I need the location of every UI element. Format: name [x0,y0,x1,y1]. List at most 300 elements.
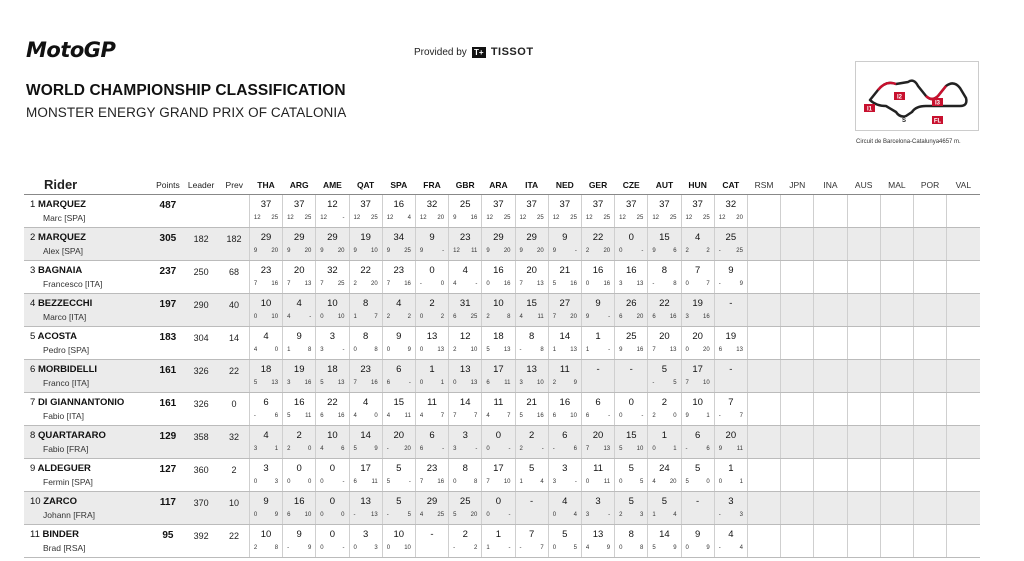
race-breakdown [715,545,747,551]
sprint-points: 6 [486,379,490,386]
rider-lastname: ACOSTA [37,330,77,342]
race-breakdown [549,347,581,353]
race-result-cell [714,425,747,458]
race-breakdown [549,215,581,221]
race-points: 20 [570,313,577,320]
race-total-points: 7 [528,528,535,540]
rider-position: 1 [30,198,36,210]
rider-nationality: Fabio [FRA] [43,443,89,454]
race-points: 1 [274,445,279,452]
race-points: - [608,511,611,518]
future-race-cell [747,227,780,260]
rider-nationality: Johann [FRA] [43,509,95,520]
rider-name [30,298,153,309]
race-breakdown [715,248,747,254]
race-total-points: 17 [692,363,703,375]
race-breakdown [516,545,548,551]
classification-table [24,176,980,558]
rider-cell [24,524,153,557]
race-result-cell [482,326,515,359]
race-total-points: 16 [293,495,305,507]
sprint-points: 9 [718,445,723,452]
race-total-points: 8 [628,528,634,540]
race-points: 20 [404,445,411,452]
race-result-cell [681,260,714,293]
race-result-cell [714,326,747,359]
race-result-cell [415,524,448,557]
sprint-points: 7 [287,280,291,287]
rider-leader: 358 [183,425,219,458]
rider-prev: 40 [219,293,249,326]
race-points: 5 [673,379,677,386]
race-total-points: 37 [493,198,504,210]
race-breakdown [449,380,481,386]
sprint-points: - [253,412,256,419]
future-race-cell [913,359,946,392]
future-race-cell [847,194,880,227]
sprint-points: 0 [486,280,490,287]
table-row [24,392,980,425]
rider-lastname: ZARCO [43,495,77,507]
race-result-cell [714,359,747,392]
race-points: 10 [404,544,411,551]
future-race-cell [847,359,880,392]
sprint-points: 3 [253,445,258,452]
sprint-points: 0 [253,478,258,485]
rider-cell [24,359,153,392]
race-total-points: 5 [661,363,668,375]
race-total-points: 27 [559,297,571,309]
race-total-points: 6 [429,429,435,441]
race-breakdown [615,281,647,287]
race-breakdown [316,512,348,518]
table-row [24,458,980,491]
race-points: 16 [603,280,611,287]
race-total-points: 16 [592,264,604,276]
race-result-cell [415,458,448,491]
race-points: 25 [404,247,411,254]
race-breakdown [316,413,348,419]
race-total-points: 2 [296,429,302,441]
sprint-points: 0 [353,346,357,353]
race-breakdown [582,347,614,353]
race-total-points: 2 [462,528,468,540]
rider-nationality: Fabio [ITA] [43,410,84,421]
race-result-cell [415,425,448,458]
col-race-aut: AUT [655,179,674,190]
race-breakdown [682,545,714,551]
race-total-points: 9 [263,495,269,507]
race-result-cell [249,227,282,260]
race-total-points: 16 [293,396,305,408]
sprint-points: 9 [519,247,523,254]
sprint-points: 0 [552,511,557,518]
race-total-points: 3 [562,462,568,474]
race-result-cell [415,260,448,293]
race-points: 25 [304,214,312,221]
race-result-cell [249,359,282,392]
race-breakdown [350,413,382,419]
race-result-cell [615,260,648,293]
sprint-points: - [419,280,422,287]
col-race-cze: CZE [622,179,640,190]
race-points: 25 [271,214,279,221]
future-race-cell [747,260,780,293]
sprint-points: 12 [287,214,294,221]
race-result-cell [482,293,515,326]
race-breakdown [350,347,382,353]
future-race-cell [847,260,880,293]
future-race-cell [747,293,780,326]
sprint-points: - [519,346,522,353]
race-breakdown [449,248,481,254]
future-race-cell [814,524,847,557]
future-race-cell [747,392,780,425]
race-total-points: 5 [628,495,634,507]
race-result-cell [581,524,614,557]
race-total-points: 1 [495,528,502,540]
col-points: Points [156,179,180,190]
future-race-cell [847,491,880,524]
race-result-cell [482,359,515,392]
rider-leader: 326 [183,392,219,425]
rider-lastname: DI GIANNANTONIO [37,396,125,408]
race-breakdown [482,446,514,452]
race-total-points: 23 [360,363,371,375]
future-race-cell [880,227,913,260]
race-result-cell [681,425,714,458]
race-result-cell [515,293,548,326]
race-result-cell [249,293,282,326]
race-result-cell [283,227,316,260]
race-total-points: 8 [362,297,369,309]
sprint-points: 0 [619,544,623,551]
rider-position: 2 [30,231,36,243]
race-breakdown [682,380,714,386]
race-result-cell [449,293,482,326]
race-breakdown [283,248,315,254]
rider-cell [24,392,153,425]
race-result-cell [515,326,548,359]
race-breakdown [383,215,415,221]
race-total-points: - [729,363,733,375]
race-breakdown [516,248,548,254]
race-total-points: 37 [592,198,604,210]
race-points: 16 [470,214,478,221]
race-total-points: 0 [628,396,634,408]
race-total-points: 20 [293,264,305,276]
race-total-points: 29 [260,231,272,243]
race-total-points: 13 [526,363,537,375]
race-total-points: 5 [628,462,634,474]
future-race-cell [781,293,814,326]
race-result-cell [449,194,482,227]
race-breakdown [350,479,382,485]
race-points: 2 [473,544,478,551]
race-breakdown [416,512,448,518]
race-total-points: 3 [362,528,369,540]
race-points: 10 [470,346,478,353]
race-points: 11 [471,247,478,254]
race-total-points: 4 [362,396,369,408]
table-row [24,260,980,293]
race-points: 20 [669,478,677,485]
race-total-points: 9 [562,231,568,243]
sprint-points: 12 [652,214,660,221]
sprint-points: 4 [652,478,656,485]
race-total-points: 11 [593,462,603,474]
sprint-points: 4 [519,313,523,320]
race-total-points: 13 [360,495,371,507]
race-total-points: 17 [493,363,504,375]
sprint-points: 5 [619,445,623,452]
race-total-points: 17 [493,462,504,474]
sprint-points: 0 [652,445,656,452]
race-points: 10 [636,445,644,452]
race-breakdown [715,347,747,353]
race-result-cell [382,260,415,293]
rider-prev: 10 [219,491,249,524]
future-race-cell [880,491,913,524]
race-breakdown [350,248,382,254]
future-race-cell [947,392,980,425]
race-points: 25 [703,214,710,221]
page-subtitle: MONSTER ENERGY GRAND PRIX OF CATALONIA [26,105,347,120]
race-total-points: 20 [592,429,604,441]
sprint-points: 5 [353,445,357,452]
race-breakdown [283,281,315,287]
race-total-points: 4 [728,528,734,540]
sprint-points: 9 [353,247,357,254]
sprint-points: 4 [320,445,324,452]
race-total-points: 5 [396,462,402,474]
race-total-points: 0 [429,264,435,276]
race-breakdown [350,314,382,320]
rider-lastname: MORBIDELLI [37,363,98,375]
race-total-points: 16 [493,264,504,276]
race-result-cell [648,359,681,392]
race-total-points: 14 [659,528,670,540]
future-race-cell [814,359,847,392]
future-race-cell [781,491,814,524]
race-points: 11 [537,313,544,320]
race-points: 0 [374,412,378,419]
future-race-cell [847,227,880,260]
sprint-points: 0 [486,511,490,518]
race-points: 9 [374,445,378,452]
race-result-cell [449,425,482,458]
race-breakdown [615,479,647,485]
race-breakdown [482,347,514,353]
race-total-points: 22 [327,396,338,408]
rider-nationality: Fermin [SPA] [43,476,93,487]
race-total-points: 29 [526,231,537,243]
sprint-points: 9 [552,247,557,254]
race-result-cell [449,326,482,359]
race-points: 16 [437,478,445,485]
race-result-cell [382,491,415,524]
race-result-cell [515,227,548,260]
rider-name [30,232,153,243]
race-total-points: 3 [263,462,269,474]
future-race-cell [913,425,946,458]
rider-prev: 22 [219,524,249,557]
race-breakdown [250,314,282,320]
race-breakdown [383,281,415,287]
col-race-val: VAL [955,179,972,190]
race-breakdown [316,347,348,353]
race-points: 6 [573,445,577,452]
future-race-cell [747,359,780,392]
race-total-points: 16 [393,198,405,210]
sprint-points: 4 [585,544,590,551]
race-points: 13 [371,511,378,518]
race-total-points: - [430,528,434,540]
race-points: - [608,313,611,320]
col-race-qat: QAT [356,179,375,190]
race-total-points: 12 [459,330,471,342]
race-result-cell [249,425,282,458]
future-race-cell [913,491,946,524]
sprint-points: 12 [453,247,460,254]
sprint-points: 1 [585,346,590,353]
race-points: 4 [673,511,677,518]
col-leader: Leader [187,179,215,190]
race-points: 0 [341,511,345,518]
rider-leader: 290 [183,293,219,326]
race-result-cell [415,326,448,359]
rider-points: 127 [153,458,183,491]
race-result-cell [681,458,714,491]
rider-nationality: Franco [ITA] [43,377,90,388]
sprint-points: 12 [253,214,261,221]
race-result-cell [449,260,482,293]
race-breakdown [316,545,348,551]
race-points: 16 [537,412,544,419]
race-points: 10 [537,379,544,386]
race-result-cell [648,491,681,524]
race-total-points: 19 [360,231,371,243]
rider-name [30,364,153,375]
race-points: 9 [706,544,710,551]
race-breakdown [648,512,680,518]
circuit-marker-s: S [901,118,907,124]
future-race-cell [814,458,847,491]
race-total-points: 4 [562,495,568,507]
race-breakdown [250,446,282,452]
future-race-cell [814,425,847,458]
race-breakdown [549,281,581,287]
race-breakdown [715,215,747,221]
race-result-cell [382,326,415,359]
page-title: WORLD CHAMPIONSHIP CLASSIFICATION [26,82,346,99]
race-points: 16 [371,379,378,386]
sprint-points: 9 [486,247,490,254]
race-breakdown [516,380,548,386]
race-breakdown [648,347,680,353]
race-breakdown [250,380,282,386]
race-total-points: 5 [396,495,402,507]
rider-cell [24,227,153,260]
future-race-cell [880,194,913,227]
race-total-points: 9 [429,231,435,243]
race-total-points: 6 [595,396,601,408]
race-breakdown [648,248,680,254]
table-row [24,359,980,392]
table-row [24,293,980,326]
race-points: 9 [407,346,411,353]
race-total-points: 32 [426,198,438,210]
tissot-logo: TISSOT [490,46,534,58]
rider-name [30,265,153,276]
race-points: 6 [341,445,345,452]
race-breakdown [682,248,714,254]
sprint-points: 12 [486,214,493,221]
race-points: 16 [636,346,644,353]
race-breakdown [383,314,415,320]
col-race-hun: HUN [688,179,707,190]
race-result-cell [482,524,515,557]
race-points: 7 [739,412,743,419]
sprint-points: - [718,544,721,551]
race-result-cell [615,293,648,326]
race-points: 2 [407,313,411,320]
col-race-por: POR [920,179,940,190]
race-breakdown [316,380,348,386]
sprint-points: - [652,379,655,386]
race-total-points: 12 [327,198,338,210]
race-total-points: 6 [396,363,402,375]
future-race-cell [880,260,913,293]
sprint-points: 9 [652,247,656,254]
race-points: - [541,445,544,452]
race-total-points: 0 [329,462,336,474]
rider-position: 3 [30,264,36,276]
race-breakdown [383,479,415,485]
sprint-points: 0 [585,478,590,485]
race-total-points: 22 [360,264,371,276]
sprint-points: 7 [386,280,391,287]
rider-cell [24,326,153,359]
race-total-points: 10 [260,297,272,309]
race-total-points: 1 [429,363,435,375]
race-result-cell [316,392,349,425]
race-result-cell [283,260,316,293]
future-race-cell [947,491,980,524]
race-points: 3 [374,544,378,551]
race-result-cell [648,524,681,557]
race-breakdown [549,380,581,386]
race-points: 5 [639,478,644,485]
race-total-points: 34 [393,231,405,243]
race-breakdown [582,413,614,419]
sprint-points: 4 [419,511,424,518]
race-total-points: 0 [495,429,502,441]
sprint-points: 0 [320,313,324,320]
race-points: 25 [537,214,544,221]
race-points: 25 [603,214,611,221]
race-points: 25 [669,214,677,221]
race-result-cell [581,359,614,392]
sprint-points: 2 [453,346,457,353]
race-total-points: 10 [692,396,703,408]
future-race-cell [913,194,946,227]
sprint-points: - [552,445,555,452]
future-race-cell [814,326,847,359]
race-total-points: 22 [592,231,604,243]
race-total-points: 18 [327,363,338,375]
future-race-cell [947,326,980,359]
